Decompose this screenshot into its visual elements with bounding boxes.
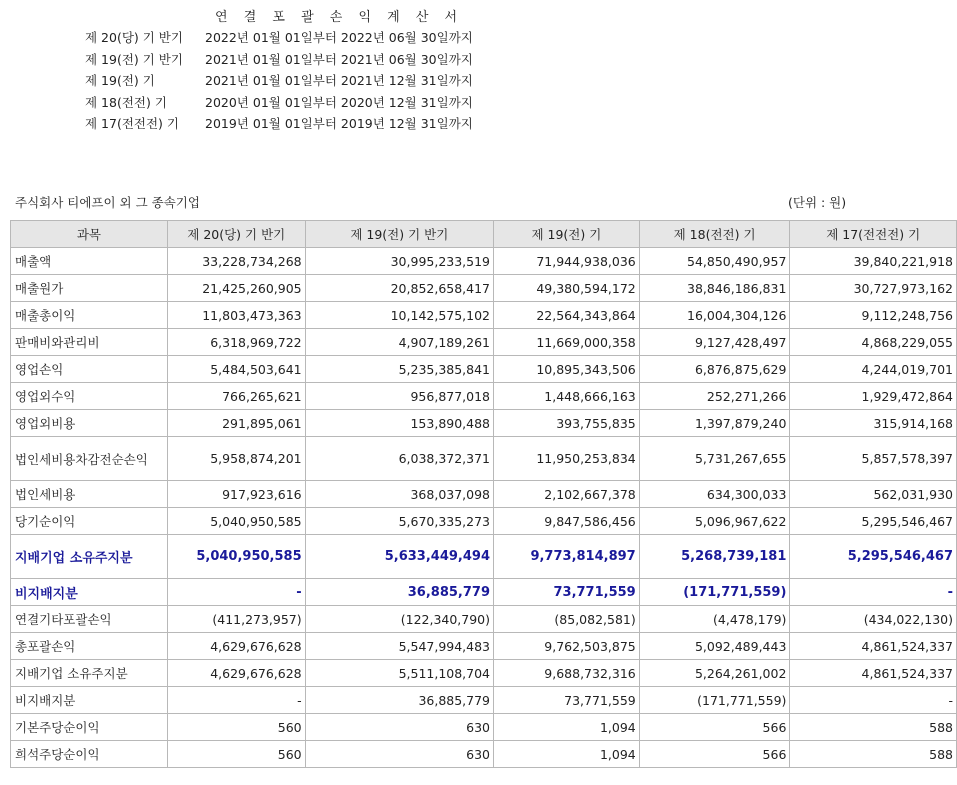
period-label: 제 18(전전) 기 bbox=[85, 94, 167, 110]
value-cell: 5,092,489,443 bbox=[639, 633, 790, 660]
value-cell: 560 bbox=[167, 741, 305, 768]
value-cell: 5,096,967,622 bbox=[639, 508, 790, 535]
value-cell: (171,771,559) bbox=[639, 687, 790, 714]
unit-label: (단위 : 원) bbox=[788, 195, 847, 210]
value-cell: 5,295,546,467 bbox=[790, 535, 957, 579]
account-cell: 당기순이익 bbox=[11, 508, 168, 535]
period-row bbox=[85, 71, 473, 93]
value-cell: 9,112,248,756 bbox=[790, 302, 957, 329]
period-label: 제 19(전) 기 반기 bbox=[85, 51, 183, 67]
value-cell: 5,484,503,641 bbox=[167, 356, 305, 383]
value-cell: 4,861,524,337 bbox=[790, 633, 957, 660]
value-cell: 315,914,168 bbox=[790, 410, 957, 437]
value-cell: 4,907,189,261 bbox=[305, 329, 493, 356]
value-cell: 766,265,621 bbox=[167, 383, 305, 410]
value-cell: 1,094 bbox=[494, 741, 640, 768]
value-cell: 5,040,950,585 bbox=[167, 535, 305, 579]
table-row bbox=[11, 687, 957, 714]
value-cell: 291,895,061 bbox=[167, 410, 305, 437]
period-row bbox=[85, 28, 473, 50]
value-cell: 73,771,559 bbox=[494, 687, 640, 714]
value-cell: 11,950,253,834 bbox=[494, 437, 640, 481]
account-cell: 총포괄손익 bbox=[11, 633, 168, 660]
table-row bbox=[11, 275, 957, 302]
value-cell: 5,264,261,002 bbox=[639, 660, 790, 687]
value-cell: (122,340,790) bbox=[305, 606, 493, 633]
table-row bbox=[11, 410, 957, 437]
account-cell: 지배기업 소유주지분 bbox=[11, 535, 168, 579]
table-row bbox=[11, 741, 957, 768]
value-cell: 4,629,676,628 bbox=[167, 633, 305, 660]
table-header-row bbox=[11, 221, 957, 248]
value-cell: 9,847,586,456 bbox=[494, 508, 640, 535]
table-row bbox=[11, 356, 957, 383]
account-cell: 매출액 bbox=[11, 248, 168, 275]
value-cell: 9,762,503,875 bbox=[494, 633, 640, 660]
value-cell: 49,380,594,172 bbox=[494, 275, 640, 302]
value-cell: 9,688,732,316 bbox=[494, 660, 640, 687]
account-cell: 비지배지분 bbox=[11, 687, 168, 714]
value-cell: 5,268,739,181 bbox=[639, 535, 790, 579]
value-cell: 5,547,994,483 bbox=[305, 633, 493, 660]
value-cell: 2,102,667,378 bbox=[494, 481, 640, 508]
value-cell: 4,868,229,055 bbox=[790, 329, 957, 356]
table-row bbox=[11, 248, 957, 275]
table-row bbox=[11, 633, 957, 660]
value-cell: 4,629,676,628 bbox=[167, 660, 305, 687]
value-cell: 6,318,969,722 bbox=[167, 329, 305, 356]
value-cell: 588 bbox=[790, 714, 957, 741]
value-cell: 6,876,875,629 bbox=[639, 356, 790, 383]
column-header: 과목 bbox=[11, 221, 168, 248]
value-cell: 5,958,874,201 bbox=[167, 437, 305, 481]
value-cell: 38,846,186,831 bbox=[639, 275, 790, 302]
value-cell: - bbox=[790, 579, 957, 606]
value-cell: 1,397,879,240 bbox=[639, 410, 790, 437]
period-row bbox=[85, 93, 473, 115]
account-cell: 비지배지분 bbox=[11, 579, 168, 606]
account-cell: 영업외비용 bbox=[11, 410, 168, 437]
value-cell: 39,840,221,918 bbox=[790, 248, 957, 275]
account-cell: 영업손익 bbox=[11, 356, 168, 383]
table-row bbox=[11, 535, 957, 579]
income-statement-table bbox=[10, 220, 957, 768]
value-cell: 956,877,018 bbox=[305, 383, 493, 410]
value-cell: - bbox=[790, 687, 957, 714]
table-row bbox=[11, 714, 957, 741]
value-cell: (411,273,957) bbox=[167, 606, 305, 633]
value-cell: 9,127,428,497 bbox=[639, 329, 790, 356]
table-row bbox=[11, 481, 957, 508]
account-cell: 영업외수익 bbox=[11, 383, 168, 410]
column-header: 제 19(전) 기 bbox=[494, 221, 640, 248]
value-cell: 560 bbox=[167, 714, 305, 741]
value-cell: 5,235,385,841 bbox=[305, 356, 493, 383]
value-cell: 73,771,559 bbox=[494, 579, 640, 606]
value-cell: 5,511,108,704 bbox=[305, 660, 493, 687]
column-header: 제 18(전전) 기 bbox=[639, 221, 790, 248]
value-cell: 566 bbox=[639, 741, 790, 768]
value-cell: 4,861,524,337 bbox=[790, 660, 957, 687]
value-cell: 54,850,490,957 bbox=[639, 248, 790, 275]
value-cell: (171,771,559) bbox=[639, 579, 790, 606]
account-cell: 기본주당순이익 bbox=[11, 714, 168, 741]
value-cell: 11,669,000,358 bbox=[494, 329, 640, 356]
value-cell: 4,244,019,701 bbox=[790, 356, 957, 383]
account-cell: 매출원가 bbox=[11, 275, 168, 302]
account-cell: 판매비와관리비 bbox=[11, 329, 168, 356]
value-cell: - bbox=[167, 687, 305, 714]
value-cell: 566 bbox=[639, 714, 790, 741]
value-cell: (85,082,581) bbox=[494, 606, 640, 633]
table-row bbox=[11, 302, 957, 329]
value-cell: 10,895,343,506 bbox=[494, 356, 640, 383]
period-label: 제 19(전) 기 bbox=[85, 73, 155, 88]
value-cell: 5,731,267,655 bbox=[639, 437, 790, 481]
period-range: 2019년 01월 01일부터 2019년 12월 31일까지 bbox=[205, 116, 473, 131]
table-row bbox=[11, 660, 957, 687]
statement-title: 연 결 포 괄 손 익 계 산 서 bbox=[215, 10, 464, 25]
value-cell: 5,633,449,494 bbox=[305, 535, 493, 579]
account-cell: 매출총이익 bbox=[11, 302, 168, 329]
column-header: 제 19(전) 기 반기 bbox=[305, 221, 493, 248]
value-cell: 6,038,372,371 bbox=[305, 437, 493, 481]
value-cell: 630 bbox=[305, 714, 493, 741]
table-row bbox=[11, 329, 957, 356]
column-header: 제 17(전전전) 기 bbox=[790, 221, 957, 248]
period-label: 제 17(전전전) 기 bbox=[85, 116, 179, 131]
period-range: 2021년 01월 01일부터 2021년 06월 30일까지 bbox=[205, 51, 473, 67]
account-cell: 연결기타포괄손익 bbox=[11, 606, 168, 633]
value-cell: 5,857,578,397 bbox=[790, 437, 957, 481]
table-row bbox=[11, 579, 957, 606]
value-cell: 1,929,472,864 bbox=[790, 383, 957, 410]
value-cell: 368,037,098 bbox=[305, 481, 493, 508]
value-cell: 630 bbox=[305, 741, 493, 768]
period-label: 제 20(당) 기 반기 bbox=[85, 30, 183, 45]
value-cell: 36,885,779 bbox=[305, 579, 493, 606]
value-cell: 33,228,734,268 bbox=[167, 248, 305, 275]
value-cell: 71,944,938,036 bbox=[494, 248, 640, 275]
value-cell: 5,295,546,467 bbox=[790, 508, 957, 535]
value-cell: 21,425,260,905 bbox=[167, 275, 305, 302]
value-cell: 1,094 bbox=[494, 714, 640, 741]
value-cell: 5,040,950,585 bbox=[167, 508, 305, 535]
account-cell: 희석주당순이익 bbox=[11, 741, 168, 768]
account-cell: 법인세비용차감전순손익 bbox=[11, 437, 168, 481]
period-row bbox=[85, 50, 473, 72]
period-range: 2020년 01월 01일부터 2020년 12월 31일까지 bbox=[205, 94, 473, 110]
table-row bbox=[11, 508, 957, 535]
value-cell: 30,727,973,162 bbox=[790, 275, 957, 302]
period-range: 2021년 01월 01일부터 2021년 12월 31일까지 bbox=[205, 73, 473, 88]
table-row bbox=[11, 437, 957, 481]
value-cell: 588 bbox=[790, 741, 957, 768]
value-cell: 10,142,575,102 bbox=[305, 302, 493, 329]
account-cell: 지배기업 소유주지분 bbox=[11, 660, 168, 687]
value-cell: 20,852,658,417 bbox=[305, 275, 493, 302]
value-cell: 16,004,304,126 bbox=[639, 302, 790, 329]
value-cell: 917,923,616 bbox=[167, 481, 305, 508]
value-cell: 634,300,033 bbox=[639, 481, 790, 508]
value-cell: 22,564,343,864 bbox=[494, 302, 640, 329]
value-cell: 36,885,779 bbox=[305, 687, 493, 714]
period-list bbox=[85, 28, 473, 136]
company-name: 주식회사 티에프이 외 그 종속기업 bbox=[15, 195, 200, 210]
value-cell: 5,670,335,273 bbox=[305, 508, 493, 535]
period-range: 2022년 01월 01일부터 2022년 06월 30일까지 bbox=[205, 30, 473, 45]
account-cell: 법인세비용 bbox=[11, 481, 168, 508]
value-cell: 252,271,266 bbox=[639, 383, 790, 410]
value-cell: (4,478,179) bbox=[639, 606, 790, 633]
column-header: 제 20(당) 기 반기 bbox=[167, 221, 305, 248]
value-cell: 153,890,488 bbox=[305, 410, 493, 437]
value-cell: 562,031,930 bbox=[790, 481, 957, 508]
value-cell: 1,448,666,163 bbox=[494, 383, 640, 410]
table-row bbox=[11, 383, 957, 410]
value-cell: - bbox=[167, 579, 305, 606]
table-row bbox=[11, 606, 957, 633]
period-row bbox=[85, 114, 473, 136]
value-cell: 9,773,814,897 bbox=[494, 535, 640, 579]
value-cell: (434,022,130) bbox=[790, 606, 957, 633]
value-cell: 393,755,835 bbox=[494, 410, 640, 437]
value-cell: 30,995,233,519 bbox=[305, 248, 493, 275]
value-cell: 11,803,473,363 bbox=[167, 302, 305, 329]
